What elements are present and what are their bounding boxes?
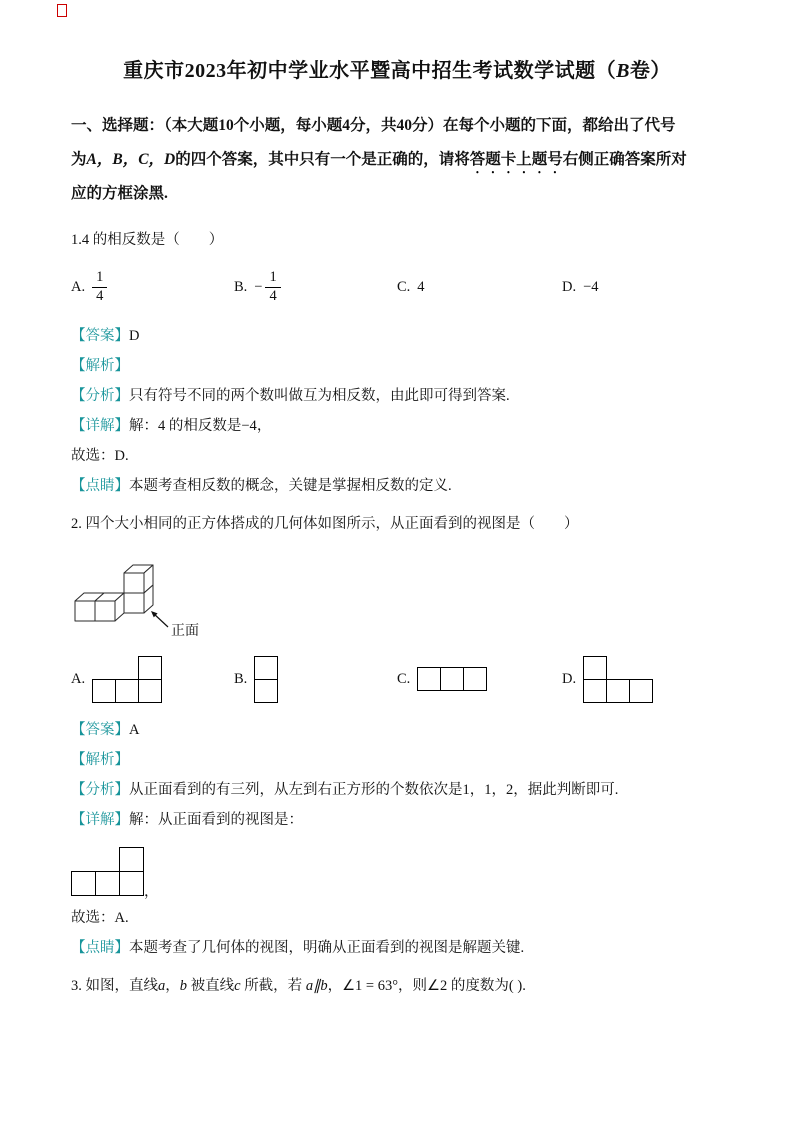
fenxi-label: 【分析】 (71, 388, 129, 404)
cube-figure-svg (71, 549, 261, 641)
xiangjie-line: 【详解】解：4 的相反数是−4， (71, 418, 272, 434)
grid-square (92, 679, 116, 703)
var-a: a (158, 978, 166, 994)
grid-square (606, 679, 630, 703)
jiexi-label: 【解析】 (71, 752, 129, 768)
title-text: 重庆市 (123, 60, 185, 82)
question-2-options (71, 651, 723, 707)
option-d (562, 279, 723, 296)
dianjing-label: 【点睛】 (71, 478, 129, 494)
grid-square (119, 847, 144, 872)
grid-square (417, 667, 441, 691)
view-option-c-figure (417, 667, 487, 691)
dianjing-label: 【点睛】 (71, 940, 129, 956)
dianjing-line: 【点睛】本题考查相反数的概念，关键是掌握相反数的定义. (71, 478, 452, 494)
grid-square (95, 871, 120, 896)
option-a-label: A. (71, 278, 86, 295)
option-c-label: C. (397, 278, 411, 295)
front-direction-arrow-icon (151, 611, 168, 627)
option-b-label: B. (234, 278, 248, 295)
emphasized-text: 答题卡上题号 (469, 151, 563, 168)
choice-letters: A，B，C，D (86, 151, 176, 168)
question-1-stem: 1.4 的相反数是（ ） (71, 232, 224, 248)
title-paper-letter: B (616, 60, 630, 82)
view-option-a-figure (92, 656, 162, 703)
grid-square (138, 656, 162, 680)
grid-square (583, 656, 607, 680)
answer-label: 【答案】 (71, 328, 129, 344)
question-2 (71, 509, 723, 963)
option-a-label: A. (71, 670, 86, 687)
xiangjie-label: 【详解】 (71, 418, 129, 434)
option-c-value: 4 (417, 278, 425, 295)
view-option-d-figure (583, 656, 653, 703)
conclusion-line: 故选：D. (71, 448, 129, 464)
option-c-label: C. (397, 670, 411, 687)
question-2-stem: 2. 四个大小相同的正方体搭成的几何体如图所示，从正面看到的视图是（ ） (71, 516, 579, 532)
xiangjie-label: 【详解】 (71, 812, 129, 828)
angle-2: ∠2 (427, 978, 448, 994)
grid-square (629, 679, 653, 703)
grid-square (71, 871, 96, 896)
fenxi-line: 【分析】只有符号不同的两个数叫做互为相反数，由此即可得到答案. (71, 388, 510, 404)
view-option-b-figure (254, 656, 278, 703)
option-b (234, 270, 397, 305)
grid-square (254, 679, 278, 703)
option-c (397, 667, 562, 691)
answer-view-figure-line: ， (71, 847, 723, 901)
option-a (71, 270, 234, 305)
jiexi-label: 【解析】 (71, 358, 129, 374)
option-c (397, 279, 562, 296)
option-d-label: D. (562, 670, 577, 687)
fraction-negative-one-quarter: $\frac{1}{4}$ (265, 270, 280, 305)
section-instructions: 一、选择题：（本大题10个小题，每小题4分，共40分）在每个小题的下面，都给出了代号 为A，B，C，D的四个答案，其中只有一个是正确的，请将答题卡上题号右侧正确答案所对 应的方框涂黑. (71, 117, 687, 202)
answer-label: 【答案】 (71, 722, 129, 738)
answer-value: D (129, 328, 140, 344)
answer-line (71, 321, 723, 351)
option-a (71, 656, 234, 703)
fenxi-label: 【分析】 (71, 782, 129, 798)
angle-1-value: ∠1 = 63° (342, 978, 399, 994)
jiexi-line (71, 745, 723, 775)
question-1-options (71, 263, 723, 311)
answer-line (71, 715, 723, 745)
option-d-label: D. (562, 278, 577, 295)
option-d (562, 656, 723, 703)
parallel-expression: a∥b (305, 978, 328, 994)
conclusion-line: 故选：A. (71, 910, 129, 926)
question-1 (71, 225, 723, 501)
answer-value: A (129, 722, 140, 738)
answer-view-figure (71, 847, 144, 896)
xiangjie-line: 【详解】解：从正面看到的视图是： (71, 812, 303, 828)
grid-square (115, 679, 139, 703)
fenxi-line: 【分析】从正面看到的有三列，从左到右正方形的个数依次是1，1，2，据此判断即可. (71, 782, 619, 798)
grid-square (440, 667, 464, 691)
var-c: c (234, 978, 241, 994)
title-year: 2023 (184, 60, 227, 82)
fraction-one-quarter: $\frac{1}{4}$ (92, 270, 107, 305)
minus-sign: − (254, 278, 263, 295)
dianjing-line: 【点睛】本题考查了几何体的视图，明确从正面看到的视图是解题关键. (71, 940, 525, 956)
option-b (234, 656, 397, 703)
var-b: b (179, 978, 187, 994)
grid-square (463, 667, 487, 691)
grid-square (583, 679, 607, 703)
front-label: 正面 (171, 624, 199, 639)
grid-square (254, 656, 278, 680)
document-title: 重庆市2023年初中学业水平暨高中招生考试数学试题（B卷） (123, 60, 671, 82)
question-3-stem: 3. 如图，直线a，b 被直线c 所截，若 a∥b，∠1 = 63°，则∠2 的度数为( ). (71, 978, 526, 994)
grid-square (138, 679, 162, 703)
jiexi-line (71, 351, 723, 381)
question-3 (71, 971, 723, 1001)
option-b-label: B. (234, 670, 248, 687)
option-d-value: −4 (583, 278, 599, 295)
cubes-3d-figure (71, 549, 723, 641)
corner-annotation-mark (57, 4, 67, 17)
grid-square (119, 871, 144, 896)
